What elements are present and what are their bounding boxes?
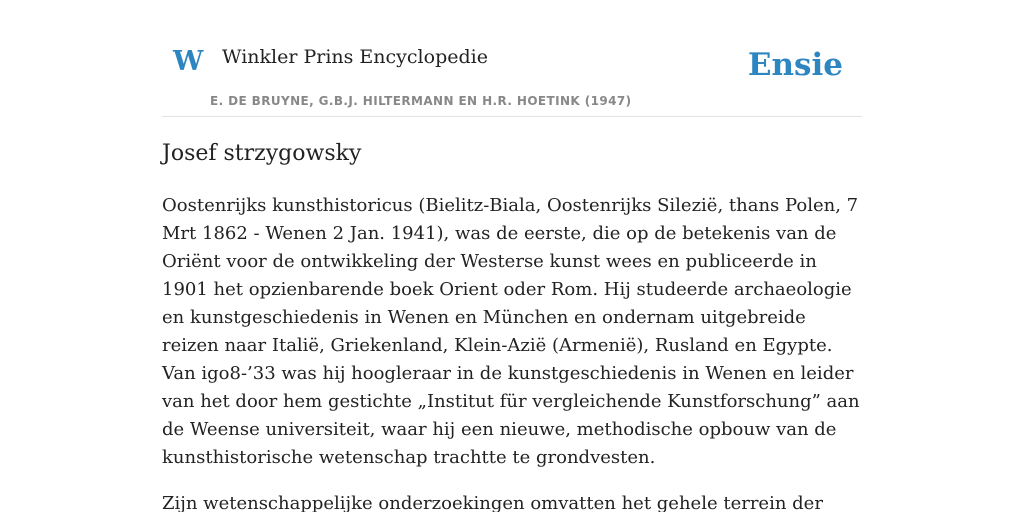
winkler-prins-logo[interactable]: W — [173, 46, 204, 77]
ensie-brand-logo[interactable]: Ensie — [747, 47, 843, 83]
article-paragraph-2: Zijn wetenschappelijke onderzoekingen omvatten het gehele terrein der — [162, 493, 823, 512]
article-paragraph-1: Oostenrijks kunsthistoricus (Bielitz-Biala, Oostenrijks Silezië, thans Polen, 7 Mrt 1862 - Wenen 2 Jan. 1941), was de eerste, die op de betekenis van de Oriënt voor de ontwikkeling der Westerse kunst wees en publiceerde in 1901 het opzienbarende boek Orient oder Rom. Hij studeerde archaeologie en kunstgeschiedenis in Wenen en München en ondernam uitgebreide reizen naar Italië, Griekenland, Klein-Azië (Armenië), Rusland en Egypte. Van igo8-’33 was hij hoogleraar in de kunstgeschiedenis in Wenen en leider van het door hem gestichte „Institut für vergleichende Kunstforschung” aan de Weense universiteit, waar hij een nieuwe, methodische opbouw van de kunsthistorische wetenschap trachtte te grondvesten. — [162, 195, 860, 468]
source-authors: E. DE BRUYNE, G.B.J. HILTERMANN EN H.R. HOETINK (1947) — [210, 94, 632, 108]
source-header — [162, 0, 862, 117]
article-body — [162, 192, 862, 512]
source-title-link[interactable]: Winkler Prins Encyclopedie — [222, 46, 488, 68]
article-title: Josef strzygowsky — [162, 141, 362, 166]
